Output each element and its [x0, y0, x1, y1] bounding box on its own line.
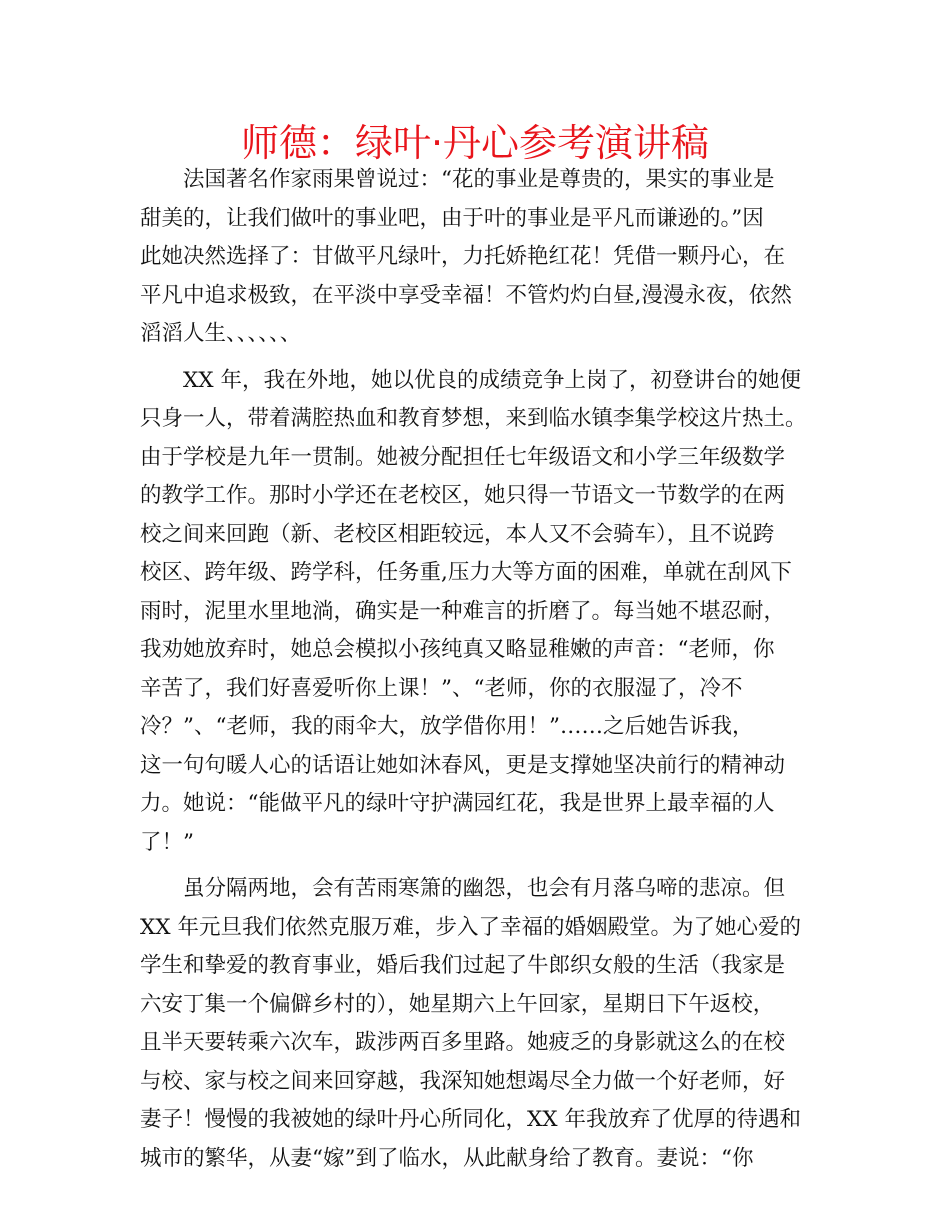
text-line: 力。她说：“能做平凡的绿叶守护满园红花，我是世界上最幸福的人	[140, 791, 775, 816]
text-line: 冷？”、“老师，我的雨伞大，放学借你用！”……之后她告诉我，	[140, 714, 754, 739]
text-line: 的教学工作。那时小学还在老校区，她只得一节语文一节数学的在两	[140, 483, 786, 508]
text-line: 城市的繁华，从妻“嫁”到了临水，从此献身给了教育。妻说：“你	[140, 1145, 754, 1171]
text-line: 妻子！慢慢的我被她的绿叶丹心所同化，XX 年我放弃了优厚的待遇和	[140, 1107, 801, 1132]
text-line: 这一句句暖人心的话语让她如沐春风，更是支撑她坚决前行的精神动	[140, 752, 786, 778]
text-line: 我劝她放弃时，她总会模拟小孩纯真又略显稚嫩的声音：“老师，你	[140, 637, 775, 662]
text-line: 平凡中追求极致，在平淡中享受幸福！不管灼灼白昼,漫漫永夜，依然	[140, 282, 792, 308]
text-line: 雨时，泥里水里地淌，确实是一种难言的折磨了。每当她不堪忍耐，	[140, 598, 786, 624]
text-line: 甜美的，让我们做叶的事业吧，由于叶的事业是平凡而谦逊的。”因	[140, 205, 764, 231]
text-line: 此她决然选择了：甘做平凡绿叶，力托娇艳红花！凭借一颗丹心，在	[140, 244, 786, 269]
text-line: 了！”	[140, 829, 194, 855]
paragraph	[140, 362, 816, 863]
text-line: 校之间来回跑（新、老校区相距较远，本人又不会骑车），且不说跨	[140, 521, 775, 547]
text-line: 六安丁集一个偏僻乡村的），她星期六上午回家，星期日下午返校，	[140, 991, 775, 1017]
paragraph	[140, 161, 816, 354]
text-line: XX 年，我在外地，她以优良的成绩竞争上岗了，初登讲台的她便	[140, 367, 801, 393]
text-line: 滔滔人生、、、、、、	[140, 321, 302, 346]
text-line: XX 年元旦我们依然克服万难，步入了幸福的婚姻殿堂。为了她心爱的	[140, 914, 801, 940]
text-line: 虽分隔两地，会有苦雨寒箫的幽怨，也会有月落乌啼的悲凉。但	[140, 876, 786, 901]
text-line: 学生和挚爱的教育事业，婚后我们过起了牛郎织女般的生活（我家是	[140, 953, 786, 978]
text-line: 只身一人，带着满腔热血和教育梦想，来到临水镇李集学校这片热土。	[140, 406, 807, 431]
document-title: 师德：绿叶·丹心参考演讲稿	[240, 121, 710, 165]
text-line: 校区、跨年级、跨学科，任务重,压力大等方面的困难，单就在刮风下	[140, 560, 792, 585]
document-body	[140, 161, 816, 1178]
text-line: 且半天要转乘六次车，跋涉两百多里路。她疲乏的身影就这么的在校	[140, 1030, 786, 1055]
text-line: 法国著名作家雨果曾说过：“花的事业是尊贵的，果实的事业是	[140, 167, 775, 192]
text-line: 由于学校是九年一贯制。她被分配担任七年级语文和小学三年级数学	[140, 444, 786, 470]
text-line: 辛苦了，我们好喜爱听你上课！”、“老师，你的衣服湿了，冷不	[140, 675, 743, 701]
paragraph	[140, 870, 816, 1178]
text-line: 与校、家与校之间来回穿越，我深知她想竭尽全力做一个好老师，好	[140, 1068, 786, 1094]
